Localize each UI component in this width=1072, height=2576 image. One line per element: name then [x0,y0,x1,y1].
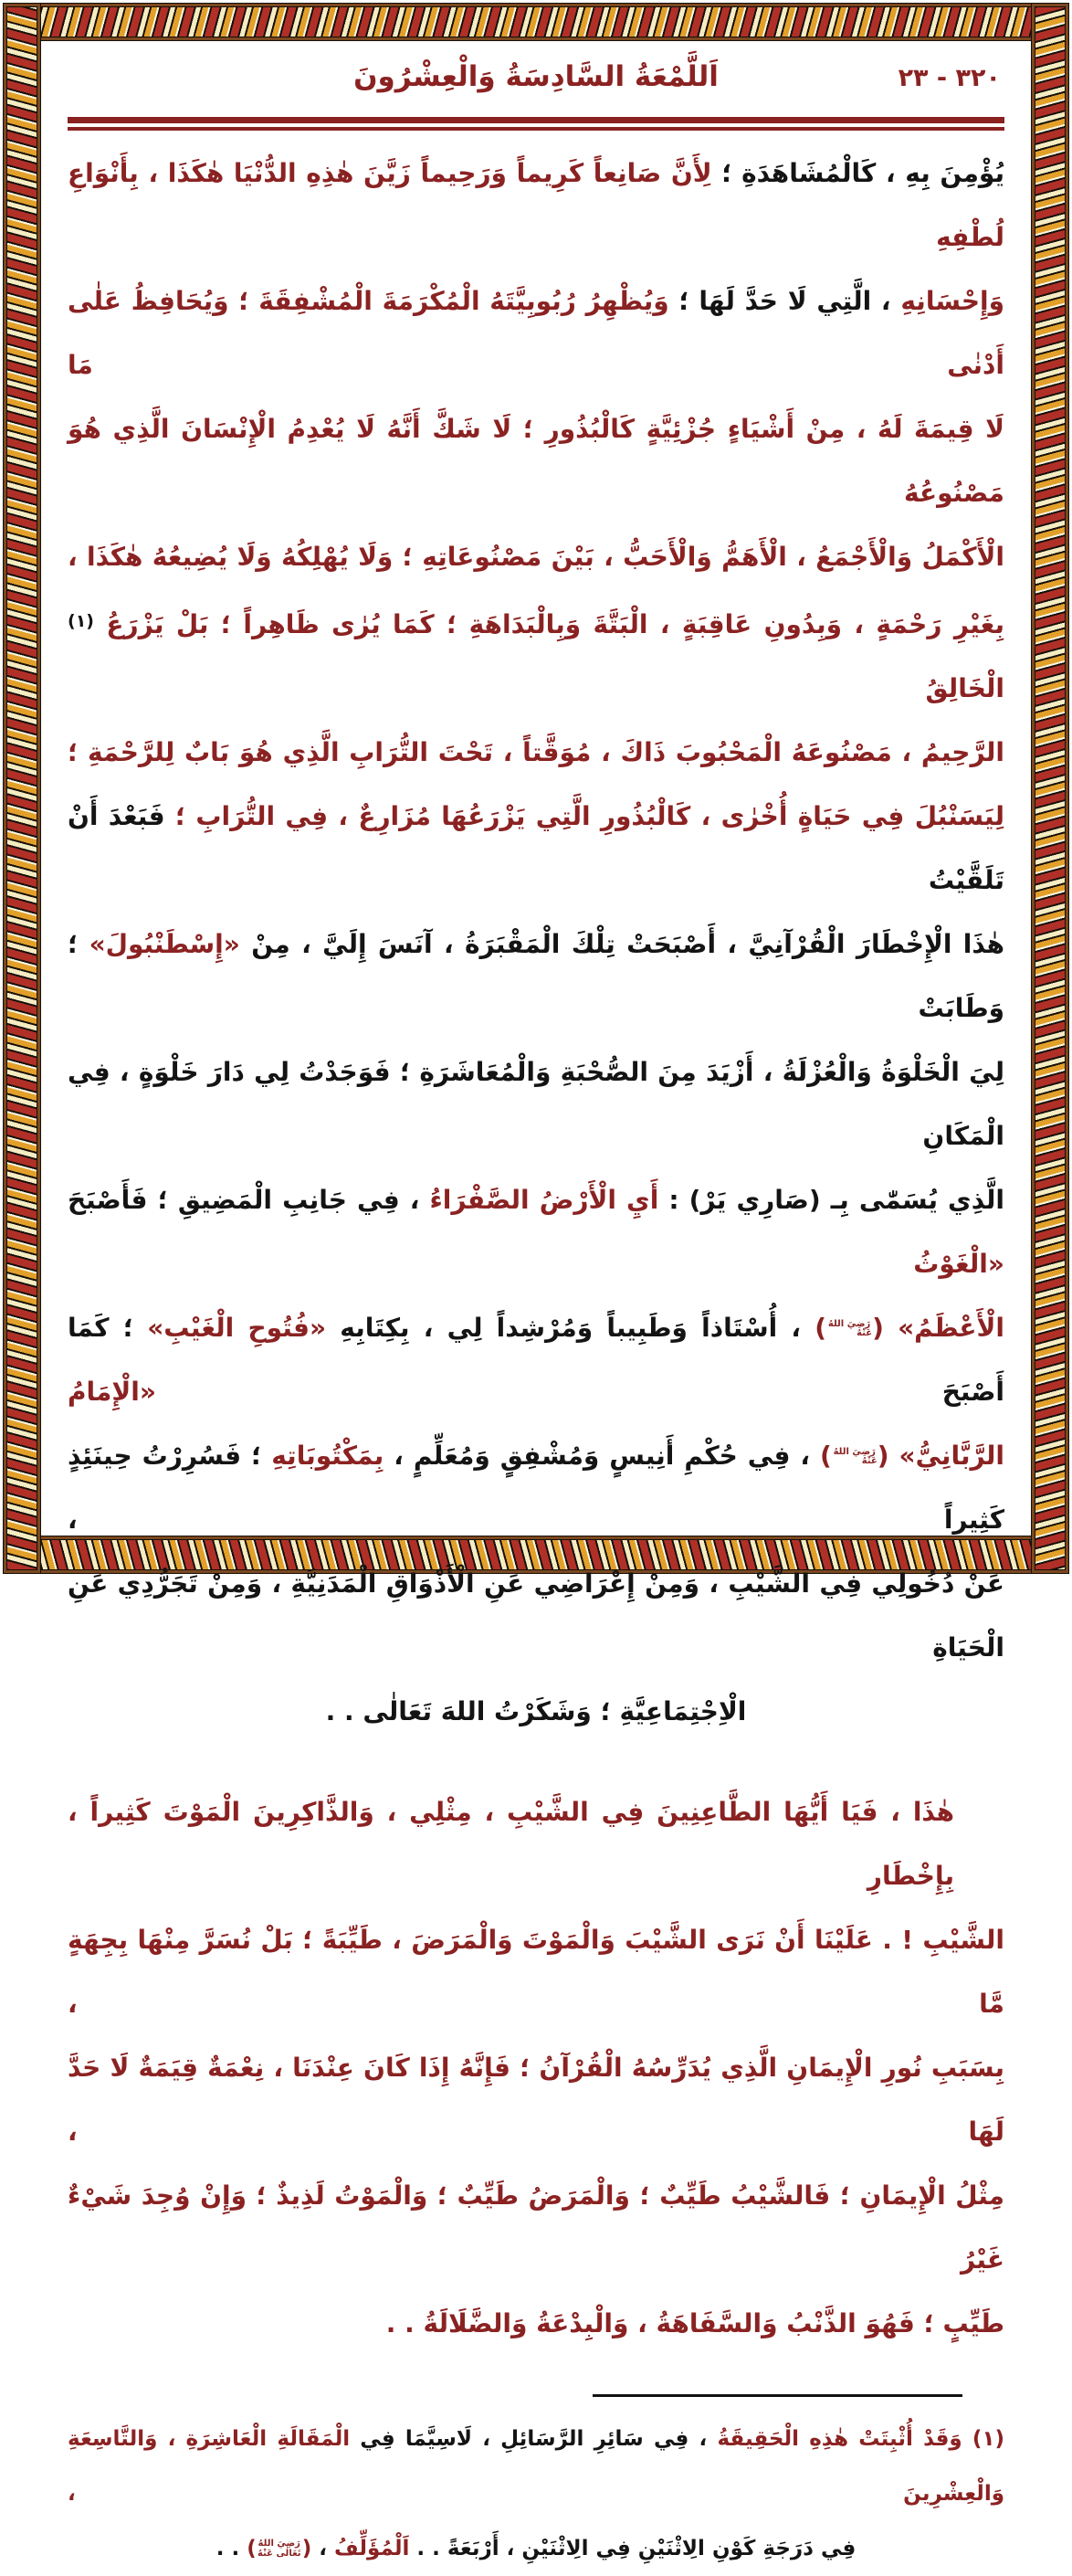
text-run: . . [215,2537,247,2560]
text-run: الشَّيْبِ ! . عَلَيْنَا أَنْ نَرَى الشَّيْبَ وَالْمَوْتَ وَالْمَرَضَ ، طَيِّبَةً ؛ بَلْ نُسَرَّ مِنْهَا بِجِهَةٍ مَّا ، [68,1925,1004,2019]
paragraph [68,1780,1004,2356]
page-header [68,51,1004,110]
text-run: الْخَالِقُ [925,673,1004,703]
text-run: هٰذَا الْإِخْطَارَ الْقُرْآنِيَّ ، أَصْبَحَتْ تِلْكَ الْمَقْبَرَةُ ، آنَسَ إِلَيَّ ، مِنْ [239,929,1004,959]
text-line [68,2292,1004,2356]
page-title: اَللَّمْعَةُ السَّادِسَةُ وَالْعِشْرُونَ [353,60,719,93]
text-line [68,1552,1004,1680]
text-line [68,397,1004,525]
text-run: لِيَسَنْبُلَ فِي حَيَاةٍ أُخْرٰى ، كَالْبُذُورِ الَّتِي يَزْرَعُهَا مُزَارِعٌ ، فِي التُّرَابِ ؛ [164,801,1004,831]
text-line [68,721,1004,785]
text-line [68,589,1004,721]
text-run: الْاِجْتِمَاعِيَّةِ ؛ وَشَكَرْتُ اللهَ تَعَالٰى . . [325,1696,747,1726]
text-run: ، فِي سَائِرِ الرَّسَائِلِ ، لَاسِيَّمَا فِي [350,2427,718,2451]
text-line [68,2036,1004,2164]
text-run: ، الَّتِي لَا حَدَّ لَهَا ؛ [668,286,901,316]
text-run: «الْإِمَامُ [68,1377,156,1407]
radi-allahu-anhu-seal: (رَضِيَ اللهُ عَنْهُ) [819,1441,899,1471]
radi-allahu-anhu-seal: (رَضِيَ اللهُ تَعَالٰى عَنْهُ) [247,2537,312,2560]
text-run: لَا قِيمَةَ لَهُ ، مِنْ أَشْيَاءٍ جُزْئِيَّةٍ كَالْبُذُورِ ؛ لَا شَكَّ أَنَّهُ لَا يُعْدِمُ الْإِنْسَانَ الَّذِي هُوَ مَصْنُوعُهُ [68,414,1004,508]
radi-allahu-anhu-seal: (رَضِيَ اللهُ عَنْهُ) [815,1313,899,1343]
text-line [68,1040,1004,1168]
text-line [68,142,1004,269]
footnote [68,2412,1004,2576]
paragraph [68,2412,1004,2576]
text-run: عَنْ دُخُولِي فِي الشَّيْبِ ، وَمِنْ إِعْرَاضِي عَنِ الْأَذْوَاقِ الْمَدَنِيَّةِ ، وَمِنْ تَجَرُّدِي عَنِ الْحَيَاةِ [68,1568,1004,1663]
text-run: ، فِي جَانِبِ الْمَضِيقِ ؛ فَأَصْبَحَ [68,1185,430,1215]
text-line [68,2412,1004,2521]
text-run: فَبَعْدَ أَنْ تَلَقَّيْتُ [68,801,1004,895]
text-run: فِي دَرَجَةِ كَوْنِ الِاثْنَيْنِ فِي الِاثْنَيْنِ ، أَرْبَعَةً . . [409,2537,857,2560]
text-run: بِسَبَبِ نُورِ الْإِيمَانِ الَّذِي يُدَرِّسُهُ الْقُرْآنُ ؛ فَإِنَّهُ إِذَا كَانَ عِنْدَنَا ، نِعْمَةٌ قِيَمَةٌ لَا حَدَّ لَهَا ، [68,2053,1004,2147]
text-run: «فُتُوحِ الْغَيْبِ» [147,1313,327,1343]
text-run: بِمَكْتُوبَاتِهِ [271,1441,384,1471]
text-run: لِأَنَّ صَانِعاً كَرِيماً وَرَحِيماً زَيَّنَ هٰذِهِ الدُّنْيَا هٰكَذَا ، بِأَنْوَاعِ لُطْفِهِ [68,158,1004,252]
text-run: لِيَ الْخَلْوَةُ وَالْعُزْلَةُ ، أَزْيَدَ مِنَ الصُّحْبَةِ وَالْمُعَاشَرَةِ ؛ فَوَجَدْتُ لِي دَارَ خَلْوَةٍ ، فِي الْمَكَانِ [68,1057,1004,1151]
text-line [68,1680,1004,1744]
text-run: مِثْلُ الْإِيمَانِ ؛ فَالشَّيْبُ طَيِّبٌ ؛ وَالْمَرَضُ طَيِّبٌ ؛ وَالْمَوْتُ لَذِيذٌ ؛ وَإِنْ وُجِدَ شَيْءٌ غَيْرُ [68,2180,1004,2275]
text-line [68,269,1004,397]
text-line [68,2164,1004,2292]
text-line [68,2521,1004,2576]
text-run: هٰذَا ، فَيَا أَيُّهَا الطَّاعِنِينَ فِي الشَّيْبِ ، مِثْلِي ، وَالذَّاكِرِينَ الْمَوْتَ كَثِيراً ، بِإِخْطَارِ [68,1797,954,1891]
text-run: الَّذِي يُسَمّٰى بِـ (صَارِي يَرْ) : [658,1185,1004,1215]
text-run: ؛ كَمَا أَصْبَحَ [68,1313,1004,1407]
text-run: ، [311,2537,335,2560]
text-run: بِغَيْرِ رَحْمَةٍ ، وَبِدُونِ عَاقِبَةٍ ، الْبَتَّةَ وَبِالْبَدَاهَةِ ؛ كَمَا يُرٰى ظَاهِراً ؛ بَلْ يَزْرَعُ [93,609,1004,639]
header-rule [68,117,1004,131]
text-run: (١) وَقَدْ أُثْبِتَتْ هٰذِهِ الْحَقِيقَةُ [717,2427,1005,2451]
text-line [68,1780,1004,1908]
text-run: ، أُسْتَاذاً وَطَبِيباً وَمُرْشِداً لِي ، بِكِتَابِهِ [326,1313,815,1343]
text-line [68,1296,1004,1424]
footnote-separator [593,2394,962,2397]
text-run: «إِسْطَنْبُولَ» [89,929,240,959]
text-run: الْأَكْمَلُ وَالْأَجْمَعُ ، الْأَهَمُّ وَالْأَحَبُّ ، بَيْنَ مَصْنُوعَاتِهِ ؛ وَلَا يُهْلِكُهُ وَلَا يُضِيعُهُ هٰكَذَا ، [68,542,1004,572]
paragraph [68,142,1004,1744]
page-content [35,35,1037,2560]
text-line [68,1908,1004,2036]
page-number: ٣٢٠ - ٢٣ [898,64,1001,92]
text-line [68,1424,1004,1552]
text-run: ، فِي حُكْمِ أَنِيسٍ وَمُشْفِقٍ وَمُعَلِّمٍ ، [384,1441,820,1471]
text-run: «الْغَوْثُ [913,1249,1004,1279]
text-line [68,913,1004,1040]
text-line [68,1168,1004,1296]
text-run: ؛ فَسُرِرْتُ حِينَئِذٍ كَثِيراً ، [68,1441,1004,1535]
text-line [68,785,1004,913]
text-run: الرَّبَّانِيُّ» [899,1441,1005,1471]
text-run: وَيُظْهِرُ رُبُوبِيَّتَهُ الْمُكْرَمَةَ الْمُشْفِقَةَ ؛ وَيُحَافِظُ عَلٰى أَدْنٰى مَا [68,286,1004,380]
text-run: يُؤْمِنَ بِهِ ، كَالْمُشَاهَدَةِ ؛ [711,158,1005,188]
text-run: الرَّحِيمُ ، مَصْنُوعَهُ الْمَحْبُوبَ ذَاكَ ، مُوَقَّتاً ، تَحْتَ التُّرَابِ الَّذِي هُوَ بَابٌ لِلرَّحْمَةِ ؛ [68,737,1004,767]
text-run: أَيِ الْأَرْضُ الصَّفْرَاءُ [429,1185,659,1215]
text-run: الْأَعْظَمُ» [898,1313,1004,1343]
text-line [68,525,1004,589]
text-run: اَلْمُؤَلِّفُ [334,2537,410,2560]
border-pattern-right [1032,4,1068,1573]
footnote-marker: (١) [68,611,94,631]
text-run: الْمَقَالَةِ الْعَاشِرَةِ ، وَالتَّاسِعَةِ وَالْعِشْرِينَ ، [68,2427,1004,2506]
body-text [68,142,1004,2356]
text-run: طَيِّبٍ ؛ فَهُوَ الذَّنْبُ وَالسَّفَاهَةُ ، وَالْبِدْعَةُ وَالضَّلَالَةُ . . [385,2308,1004,2338]
text-run: ؛ وَطَابَتْ [68,929,1004,1023]
text-run: وَإِحْسَانِهِ [900,286,1005,316]
